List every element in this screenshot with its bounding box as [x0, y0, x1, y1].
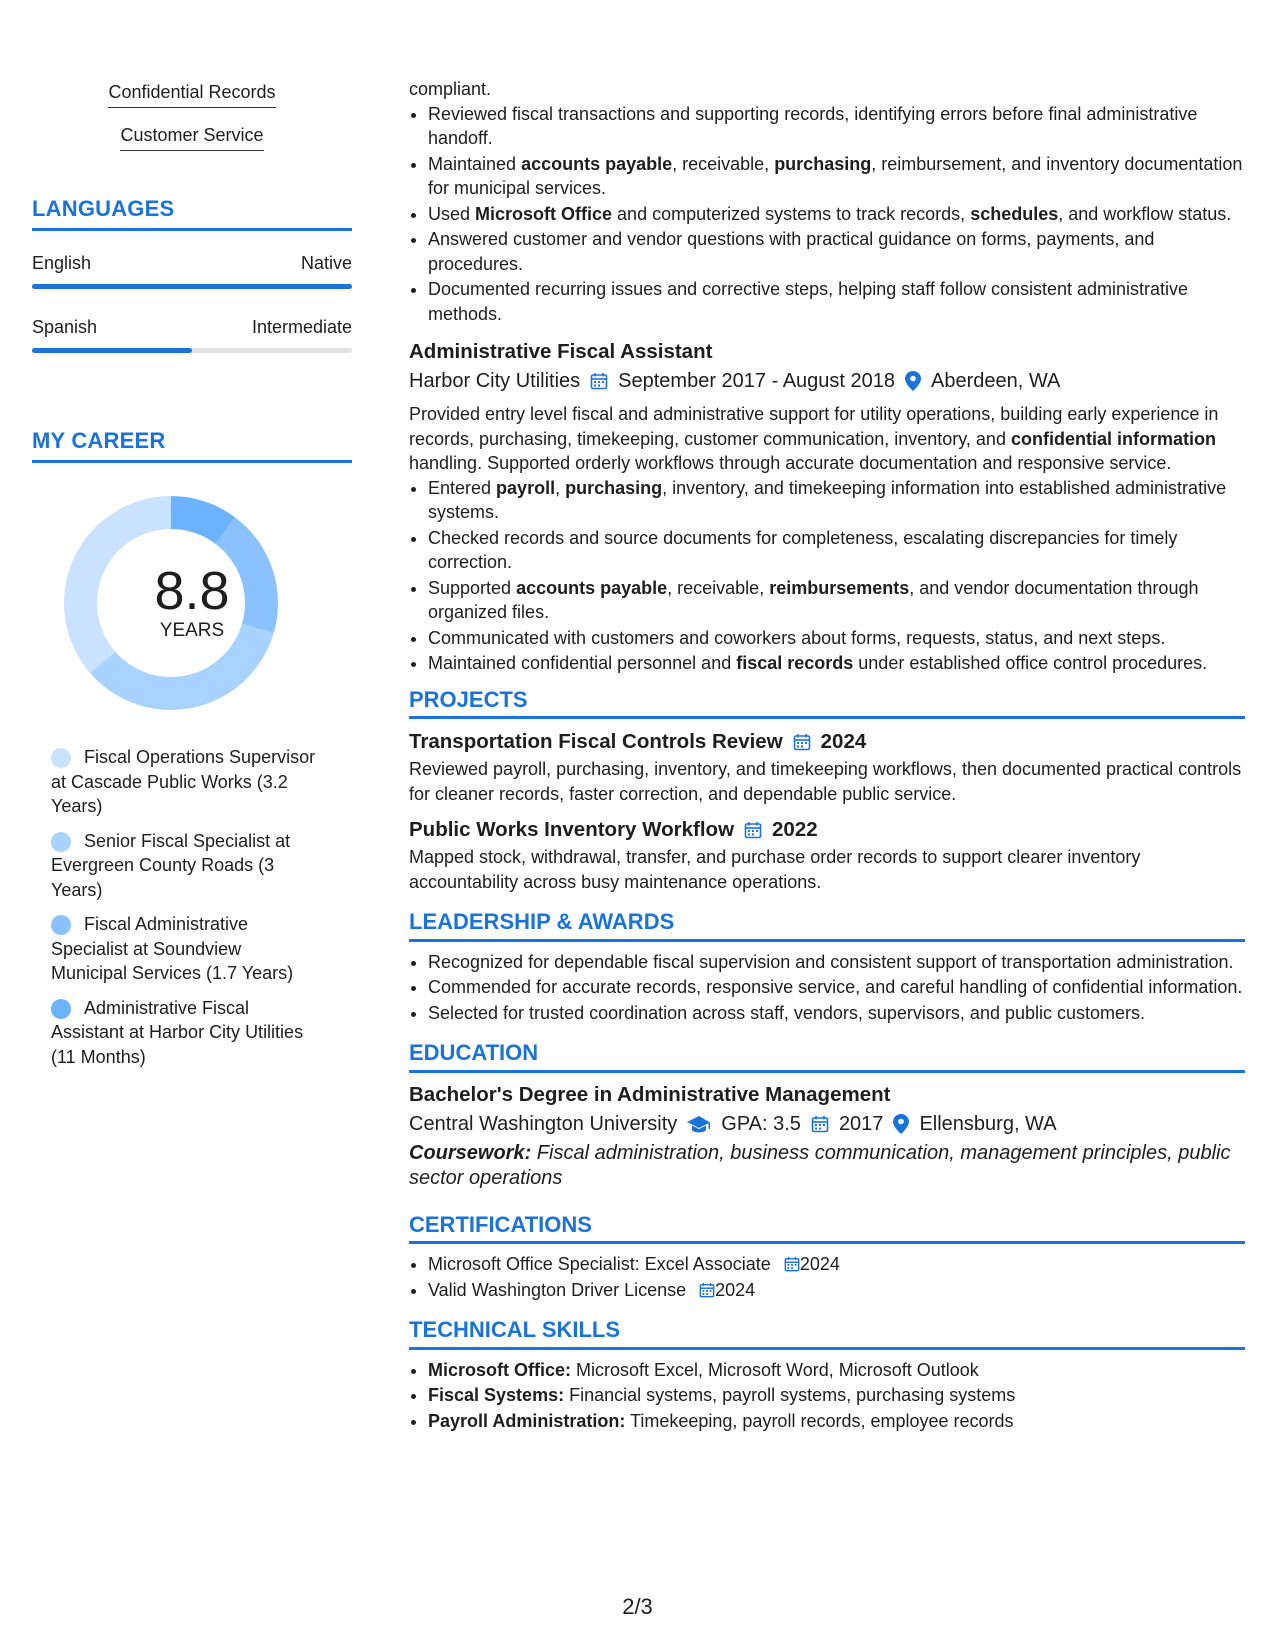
language-proficiency-bar [32, 284, 352, 289]
job-bullets [409, 476, 1245, 676]
language-item [32, 317, 352, 353]
leadership-title: LEADERSHIP & AWARDS [409, 910, 1245, 942]
calendar-icon [811, 1115, 829, 1133]
languages-title: LANGUAGES [32, 196, 352, 231]
language-proficiency-fill [32, 348, 192, 353]
page-number: 2/3 [622, 1594, 653, 1619]
calendar-icon [744, 821, 762, 839]
location-pin-icon [905, 371, 921, 391]
technical-skills-title: TECHNICAL SKILLS [409, 1318, 1245, 1350]
career-unit: YEARS [159, 620, 225, 641]
list-item: • Used Microsoft Office and computerized systems to track records, schedules, and workflow status. [428, 202, 1245, 227]
legend-dot [51, 999, 71, 1019]
education-location: Ellensburg, WA [919, 1112, 1057, 1135]
legend-dot [51, 832, 71, 852]
career-donut [32, 493, 352, 723]
experience-bullets [409, 102, 1245, 327]
left-column [32, 82, 352, 1079]
education-title: EDUCATION [409, 1041, 1245, 1073]
list-item: • Supported accounts payable, receivable, reimbursements, and vendor documentation through organized files. [428, 576, 1245, 625]
calendar-icon [590, 372, 608, 390]
career-legend-item: Fiscal Administrative Specialist at Soundview Municipal Services (1.7 Years) [51, 914, 294, 983]
language-name: Spanish [32, 317, 98, 337]
project-title: Transportation Fiscal Controls Review [409, 730, 783, 753]
projects-title: PROJECTS [409, 688, 1245, 720]
list-item: • Commended for accurate records, responsive service, and careful handling of confidential information. [428, 975, 1245, 1000]
list-item: • Microsoft Office: Microsoft Excel, Microsoft Word, Microsoft Outlook [428, 1358, 1245, 1383]
career-legend-item: Fiscal Operations Supervisor at Cascade Public Works (3.2 Years) [51, 747, 316, 816]
language-level: Native [300, 253, 352, 273]
list-item: • Answered customer and vendor questions with practical guidance on forms, payments, and procedures. [428, 227, 1245, 276]
job-dates: September 2017 - August 2018 [618, 370, 896, 392]
legend-dot [51, 748, 71, 768]
skill-tag: Customer Service [120, 125, 263, 151]
education-year: 2017 [838, 1112, 884, 1135]
skill-tag: Confidential Records [108, 82, 275, 108]
language-item [32, 253, 352, 289]
list-item: • Documented recurring issues and corrective steps, helping staff follow consistent administrative methods. [428, 277, 1245, 326]
education-gpa: GPA: 3.5 [721, 1112, 801, 1135]
graduation-cap-icon [687, 1115, 711, 1133]
project-item [409, 727, 1245, 806]
project-title: Public Works Inventory Workflow [409, 818, 735, 841]
language-proficiency-bar [32, 348, 352, 353]
job-summary: Provided entry level fiscal and administrative support for utility operations, building early experience in records, purchasing, timekeeping, customer communication, inventory, and confidential information handling. Supported orderly workflows through accurate documentation and responsive service. [409, 404, 1219, 473]
project-item [409, 815, 1245, 894]
certifications-title: CERTIFICATIONS [409, 1213, 1245, 1245]
list-item: • Checked records and source documents for completeness, escalating discrepancies for timely correction. [428, 526, 1245, 575]
list-item: • Payroll Administration: Timekeeping, payroll records, employee records [428, 1409, 1245, 1434]
list-item: • Recognized for dependable fiscal supervision and consistent support of transportation administration. [428, 950, 1245, 975]
education-school: Central Washington University [409, 1112, 678, 1135]
list-item: • Maintained accounts payable, receivable, purchasing, reimbursement, and inventory documentation for municipal services. [428, 152, 1245, 201]
calendar-icon [784, 1256, 800, 1272]
certifications-list [409, 1252, 1245, 1302]
list-item: • Reviewed fiscal transactions and supporting records, identifying errors before final administrative handoff. [428, 102, 1245, 151]
career-legend [32, 745, 352, 1069]
list-item: • Selected for trusted coordination across staff, vendors, supervisors, and public customers. [428, 1001, 1245, 1026]
job-location: Aberdeen, WA [931, 370, 1061, 392]
career-title: MY CAREER [32, 428, 352, 463]
main-column [409, 77, 1245, 1434]
career-legend-item: Senior Fiscal Specialist at Evergreen County Roads (3 Years) [51, 830, 291, 900]
career-total-years: 8.8 [154, 561, 230, 621]
education-meta [409, 1109, 1245, 1139]
technical-skills-list [409, 1358, 1245, 1434]
project-description: Reviewed payroll, purchasing, inventory, and timekeeping workflows, then documented practical controls for cleaner records, faster correction, and dependable public service. [409, 759, 1242, 804]
project-year: 2022 [772, 818, 818, 841]
calendar-icon [793, 733, 811, 751]
list-item: • Fiscal Systems: Financial systems, payroll systems, purchasing systems [428, 1383, 1245, 1408]
list-item: • Maintained confidential personnel and fiscal records under established office control procedures. [428, 651, 1245, 676]
education-coursework: Coursework: Fiscal administration, business communication, management principles, public sector operations [409, 1141, 1231, 1189]
list-item: • Valid Washington Driver License 2024 [428, 1278, 1245, 1303]
education-degree: Bachelor's Degree in Administrative Management [409, 1082, 891, 1106]
career-legend-item: Administrative Fiscal Assistant at Harbor City Utilities (11 Months) [51, 997, 304, 1067]
location-pin-icon [893, 1114, 909, 1134]
job-title: Administrative Fiscal Assistant [409, 340, 713, 363]
language-level: Intermediate [251, 317, 352, 337]
list-item: • Microsoft Office Specialist: Excel Associate 2024 [428, 1252, 1245, 1277]
list-item: • Communicated with customers and coworkers about forms, requests, status, and next steps. [428, 626, 1245, 651]
project-description: Mapped stock, withdrawal, transfer, and purchase order records to support clearer inventory accountability across busy maintenance operations. [409, 847, 1141, 892]
language-name: English [32, 253, 92, 273]
project-year: 2024 [820, 730, 867, 753]
calendar-icon [699, 1282, 715, 1298]
language-proficiency-fill [32, 284, 352, 289]
continued-text: compliant. [409, 79, 492, 99]
leadership-list [409, 950, 1245, 1026]
list-item: • Entered payroll, purchasing, inventory, and timekeeping information into established administrative systems. [428, 476, 1245, 525]
legend-dot [51, 915, 71, 935]
job-meta [409, 366, 1245, 396]
job-company: Harbor City Utilities [409, 370, 581, 392]
